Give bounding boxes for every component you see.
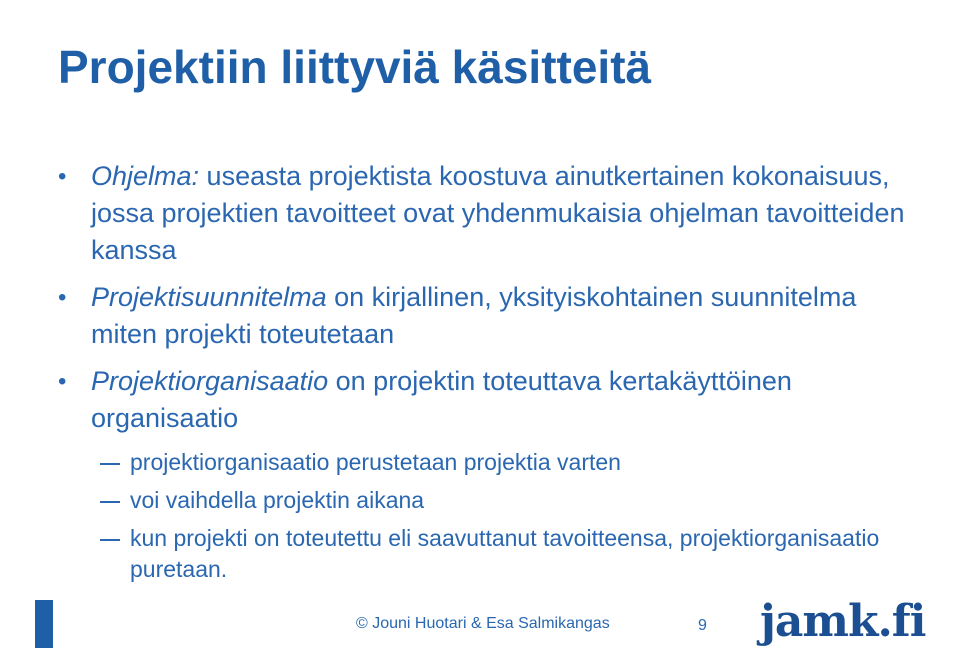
bullet-dot-icon: • [58, 163, 67, 190]
slide-content [58, 158, 918, 592]
bullet-text-ohjelma: useasta projektista koostuva ainutkertainen kokonaisuus, jossa projektien tavoitteet ovat yhdenmukaisia ohjelman tavoitteiden kanssa [91, 161, 905, 265]
term-projektisuunnitelma: Projektisuunnitelma [91, 282, 327, 312]
slide-title: Projektiin liittyviä käsitteitä [58, 41, 652, 93]
sub-bullet-item [58, 523, 918, 585]
bullet-dot-icon: • [58, 368, 67, 395]
sub-bullet-item [58, 447, 918, 478]
sub-bullet-item [58, 485, 918, 516]
jamk-logo: jamk.fi [760, 596, 926, 647]
sub-bullet-list [58, 447, 918, 585]
sub-bullet-text: voi vaihdella projektin aikana [130, 487, 425, 513]
bullet-text-projektisuunnitelma: on kirjallinen, yksityiskohtainen suunnitelma miten projekti toteutetaan [91, 282, 857, 349]
term-projektiorganisaatio: Projektiorganisaatio [91, 366, 329, 396]
sub-bullet-text: projektiorganisaatio perustetaan projektia varten [130, 449, 621, 475]
footer-copyright: © Jouni Huotari & Esa Salmikangas [356, 615, 610, 632]
term-ohjelma: Ohjelma: [91, 161, 200, 191]
bullet-ohjelma [58, 158, 918, 269]
dash-icon [100, 463, 120, 465]
page-number: 9 [698, 617, 707, 634]
bullet-text-projektiorganisaatio: on projektin toteuttava kertakäyttöinen organisaatio [91, 366, 792, 433]
footer-accent-bar [35, 600, 53, 648]
dash-icon [100, 501, 120, 503]
dash-icon [100, 539, 120, 541]
bullet-projektiorganisaatio [58, 363, 918, 437]
sub-bullet-text: kun projekti on toteutettu eli saavuttanut tavoitteensa, projektiorganisaatio puretaan. [130, 525, 880, 582]
bullet-dot-icon: • [58, 284, 67, 311]
bullet-projektisuunnitelma [58, 279, 918, 353]
